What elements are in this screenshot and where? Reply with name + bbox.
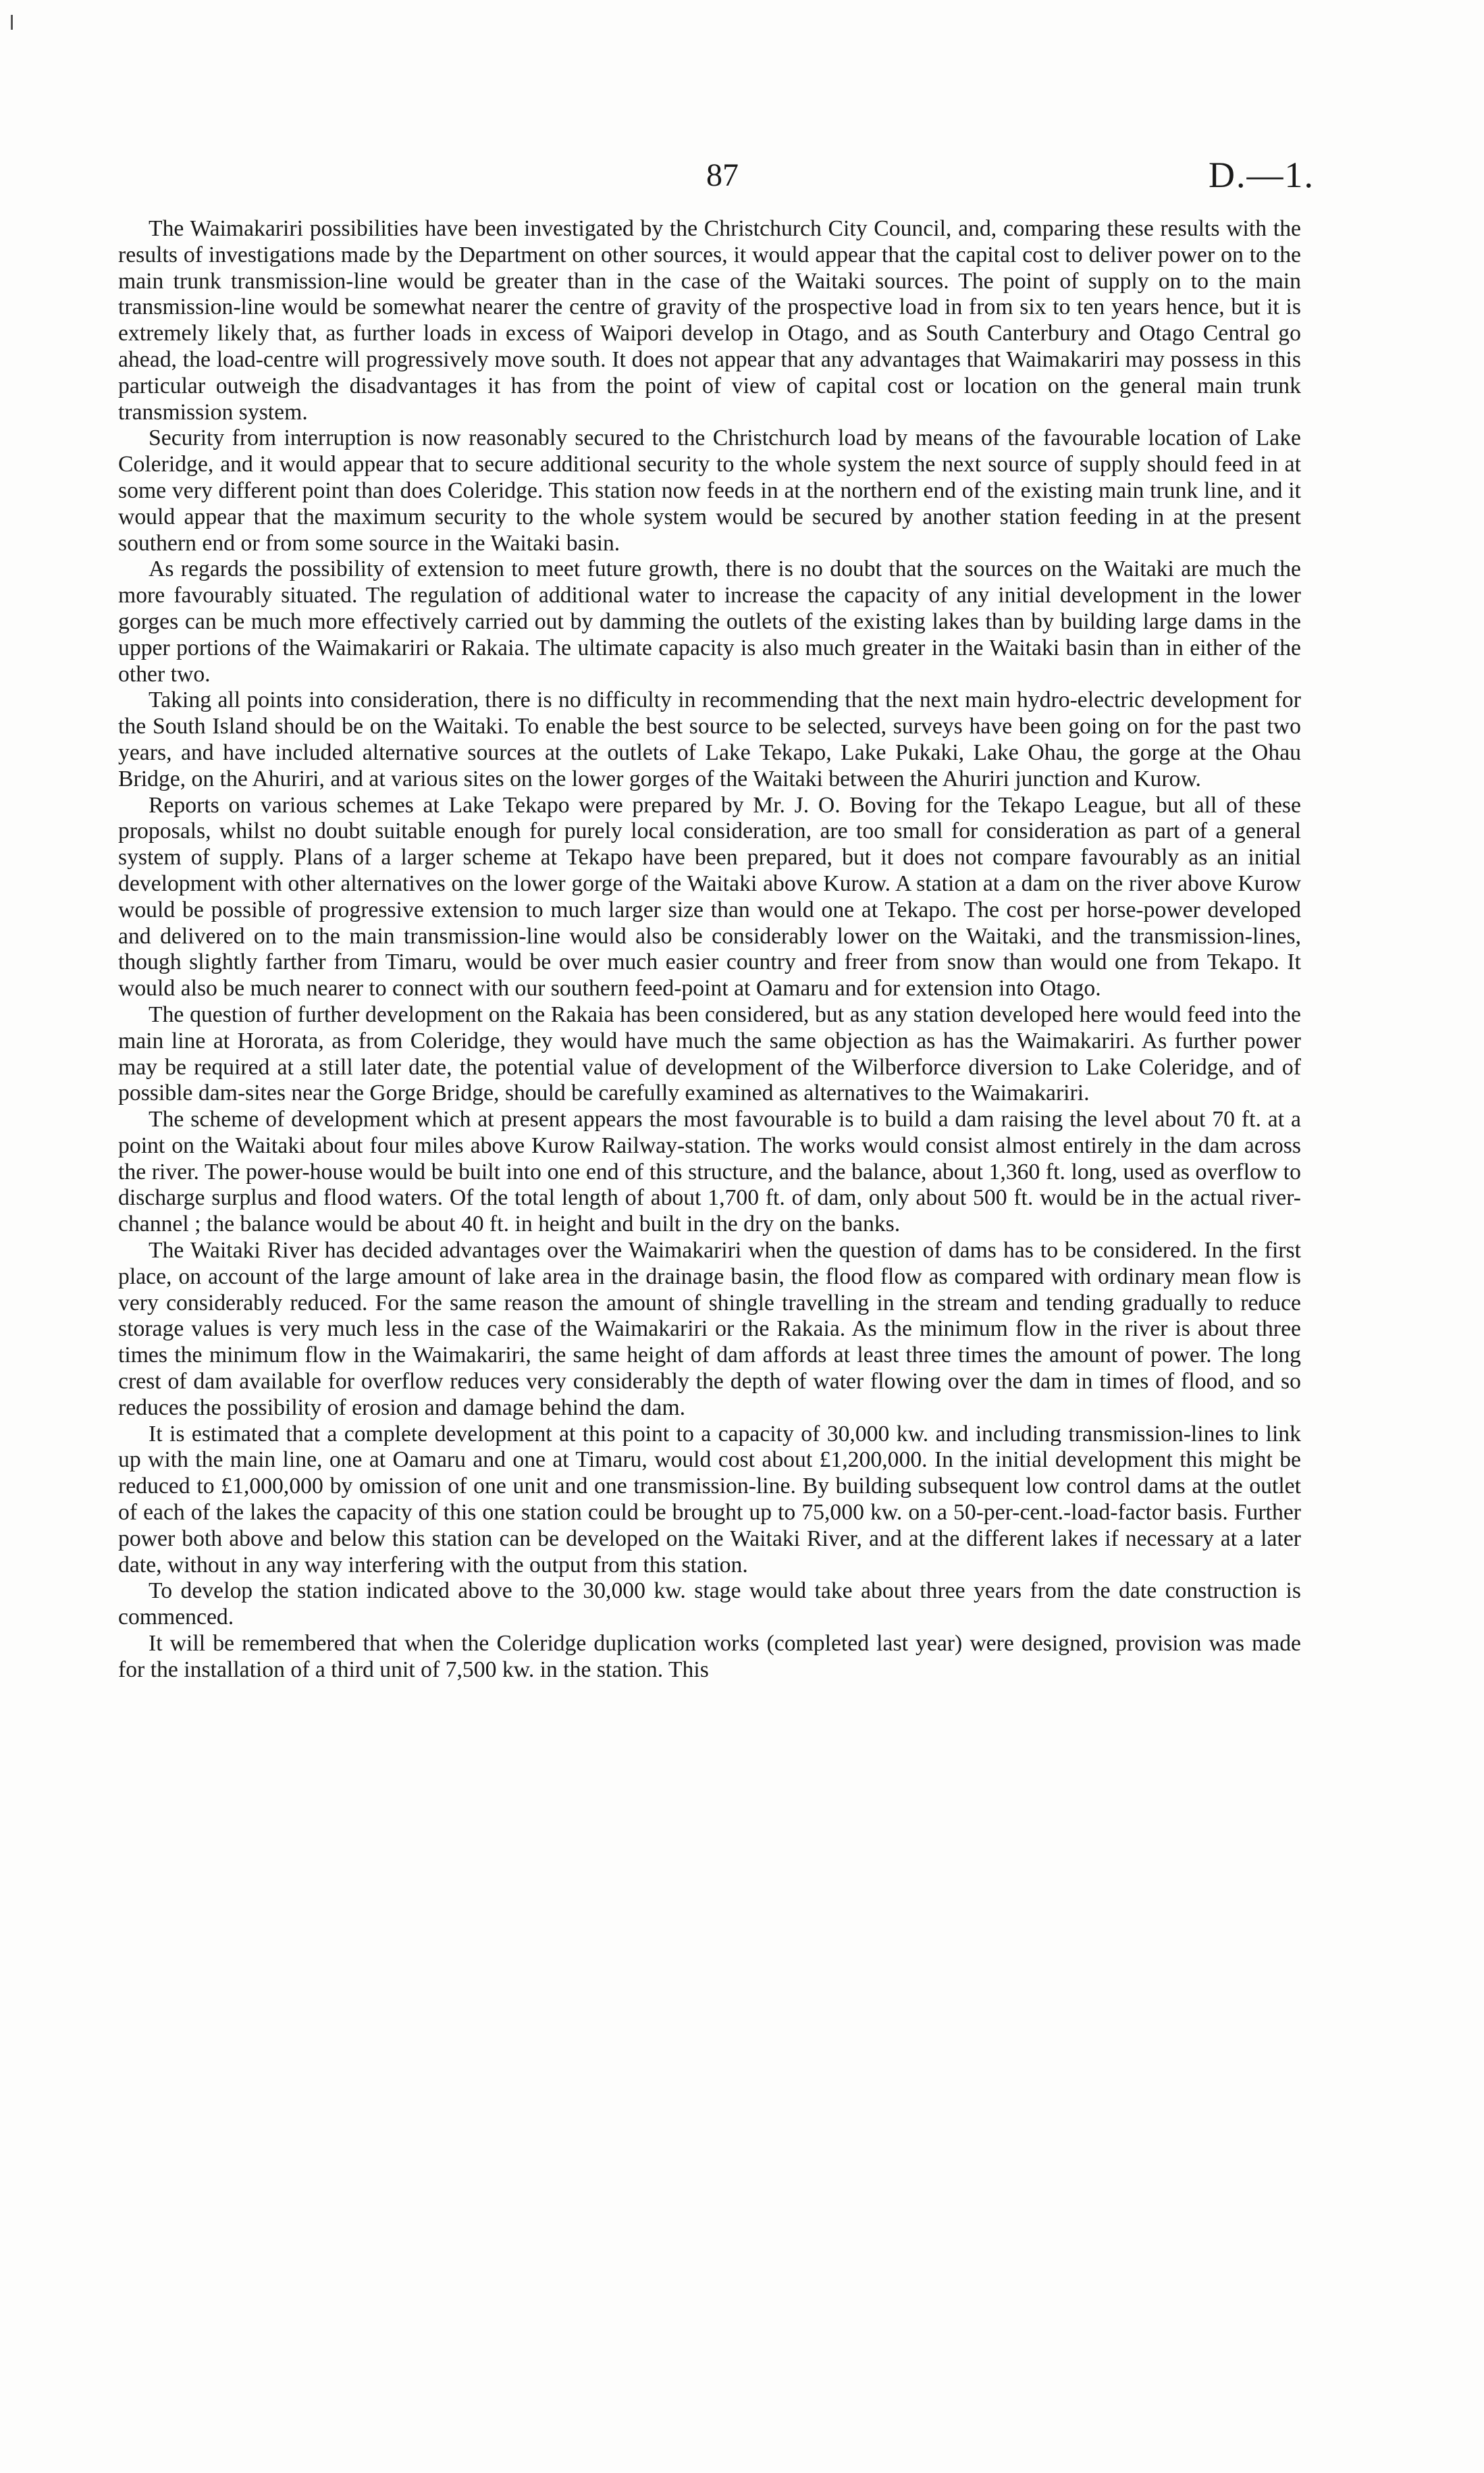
paragraph: Taking all points into consideration, there is no difficulty in recommending that the next main hydro-electric development for the South Island should be on the Waitaki. To enable the best source to be selected, surveys have been going on for the past two years, and have included alternative sources at the outlets of Lake Tekapo, Lake Pukaki, Lake Ohau, the gorge at the Ohau Bridge, on the Ahuriri, and at various sites on the lower gorges of the Waitaki between the Ahuriri junction and Kurow. xyxy=(118,687,1301,791)
paragraph: Reports on various schemes at Lake Tekapo were prepared by Mr. J. O. Boving for the Tekapo League, but all of these proposals, whilst no doubt suitable enough for purely local consideration, are too small for consideration as part of a general system of supply. Plans of a larger scheme at Tekapo have been prepared, but it does not compare favourably as an initial development with other alternatives on the lower gorge of the Waitaki above Kurow. A station at a dam on the river above Kurow would be possible of progressive extension to much larger size than would one at Tekapo. The cost per horse-power developed and delivered on to the main transmission-line would also be considerably lower on the Waitaki, and the transmission-lines, though slightly farther from Timaru, would be over much easier country and freer from snow than would one from Tekapo. It would also be much nearer to connect with our southern feed-point at Oamaru and for extension into Otago. xyxy=(118,792,1301,1001)
paragraph: It is estimated that a complete development at this point to a capacity of 30,000 kw. and including transmission-lines to link up with the main line, one at Oamaru and one at Timaru, would cost about £1,200,000. In the initial development this might be reduced to £1,000,000 by omission of one unit and one transmission-line. By building subsequent low control dams at the outlet of each of the lakes the capacity of this one station could be brought up to 75,000 kw. on a 50-per-cent.-load-factor basis. Further power both above and below this station can be developed on the Waitaki River, and at the different lakes if necessary at a later date, without in any way interfering with the output from this station. xyxy=(118,1421,1301,1578)
paragraph: Security from interruption is now reasonably secured to the Christchurch load by means of the favourable location of Lake Coleridge, and it would appear that to secure additional security to the whole system the next source of supply should feed in at some very different point than does Coleridge. This station now feeds in at the northern end of the existing main trunk line, and it would appear that the maximum security to the whole system would be secured by another station feeding in at the present southern end or from some source in the Waitaki basin. xyxy=(118,425,1301,556)
scan-mark xyxy=(11,15,13,30)
paragraph: The Waimakariri possibilities have been investigated by the Christchurch City Council, and, comparing these results with the results of investigations made by the Department on other sources, it would appear that the capital cost to deliver power on to the main trunk transmission-line would be greater than in the case of the Waitaki sources. The point of supply on to the main transmission-line would be somewhat nearer the centre of gravity of the prospective load in from six to ten years hence, but it is extremely likely that, as further loads in excess of Waipori develop in Otago, and as South Canterbury and Otago Central go ahead, the load-centre will progressively move south. It does not appear that any advantages that Waimakariri may possess in this particular outweigh the disadvantages it has from the point of view of capital cost or location on the general main trunk transmission system. xyxy=(118,216,1301,425)
paragraph: The scheme of development which at present appears the most favourable is to build a dam raising the level about 70 ft. at a point on the Waitaki about four miles above Kurow Railway-station. The works would consist almost entirely in the dam across the river. The power-house would be built into one end of this structure, and the balance, about 1,360 ft. long, used as overflow to discharge surplus and flood waters. Of the total length of about 1,700 ft. of dam, only about 500 ft. would be in the actual river-channel ; the balance would be about 40 ft. in height and built in the dry on the banks. xyxy=(118,1107,1301,1237)
paragraph: The question of further development on the Rakaia has been considered, but as any station developed here would feed into the main line at Hororata, as from Coleridge, they would have much the same objection as has the Waimakariri. As further power may be required at a still later date, the potential value of development of the Wilberforce diversion to Lake Coleridge, and of possible dam-sites near the Gorge Bridge, should be carefully examined as alternatives to the Waimakariri. xyxy=(118,1001,1301,1106)
document-reference: D.—1. xyxy=(1209,155,1315,195)
paragraph: To develop the station indicated above to the 30,000 kw. stage would take about three years from the date construction is commenced. xyxy=(118,1578,1301,1630)
page-number: 87 xyxy=(706,157,739,193)
paragraph: As regards the possibility of extension to meet future growth, there is no doubt that the sources on the Waitaki are much the more favourably situated. The regulation of additional water to increase the capacity of any initial development in the lower gorges can be much more effectively carried out by damming the outlets of the existing lakes than by building large dams in the upper portions of the Waimakariri or Rakaia. The ultimate capacity is also much greater in the Waitaki basin than in either of the other two. xyxy=(118,556,1301,687)
body-text xyxy=(118,216,1301,1684)
paragraph: It will be remembered that when the Coleridge duplication works (completed last year) were designed, provision was made for the installation of a third unit of 7,500 kw. in the station. This xyxy=(118,1631,1301,1682)
paragraph: The Waitaki River has decided advantages over the Waimakariri when the question of dams has to be considered. In the first place, on account of the large amount of lake area in the drainage basin, the flood flow as compared with ordinary mean flow is very considerably reduced. For the same reason the amount of shingle travelling in the stream and tending gradually to reduce storage values is very much less in the case of the Waimakariri or the Rakaia. As the minimum flow in the river is about three times the minimum flow in the Waimakariri, the same height of dam affords at least three times the amount of power. The long crest of dam available for overflow reduces very considerably the depth of water flowing over the dam in times of flood, and so reduces the possibility of erosion and damage behind the dam. xyxy=(118,1238,1301,1420)
